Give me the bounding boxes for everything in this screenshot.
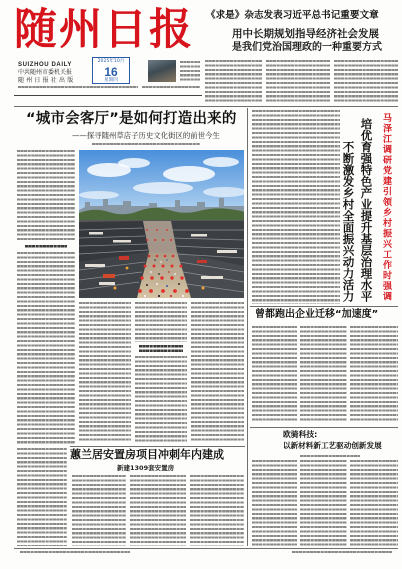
footer-info bbox=[292, 551, 392, 554]
street-aerial-photo bbox=[79, 150, 244, 298]
tech-story-byline bbox=[300, 455, 360, 458]
top-story-subheadline: 是我们党治国理政的一种重要方式 bbox=[232, 42, 382, 53]
lead-story-subhead bbox=[25, 245, 67, 248]
tech-story-body-text bbox=[350, 460, 398, 546]
tech-story-headline: 欧骑科技: bbox=[283, 430, 318, 439]
masthead-info-text bbox=[180, 61, 200, 82]
lead-story-headline: “城市会客厅”是如何打造出来的 bbox=[26, 111, 237, 127]
lead-story-body-text bbox=[191, 302, 244, 443]
lead-story-body-text bbox=[79, 302, 131, 443]
masthead-publisher-line: 随州日报社出版 bbox=[18, 77, 76, 84]
housing-story-body-text bbox=[130, 475, 186, 546]
section-divider bbox=[14, 106, 398, 107]
rural-story-body-text bbox=[252, 110, 340, 304]
rural-story-headline: 不断激发乡村全面振兴动力活力 bbox=[341, 141, 356, 302]
top-story-body-text bbox=[334, 60, 398, 104]
lead-story-body-text bbox=[17, 448, 67, 546]
masthead-rule bbox=[14, 95, 202, 96]
masthead-publisher-line: 中共随州市委机关报 bbox=[18, 69, 73, 76]
housing-story-body-text bbox=[190, 475, 244, 546]
enterprise-story-body-text bbox=[252, 326, 297, 423]
masthead-image bbox=[148, 60, 176, 82]
column-divider bbox=[247, 108, 248, 546]
enterprise-story-body-text bbox=[350, 326, 398, 423]
top-story-body-text bbox=[205, 60, 262, 104]
masthead-info-line bbox=[142, 86, 200, 89]
lead-story-body-text bbox=[17, 252, 75, 444]
lead-story-body-text bbox=[135, 302, 187, 342]
top-story-headline: 《求是》杂志发表习近平总书记重要文章 bbox=[206, 10, 379, 21]
tech-story-body-text bbox=[300, 460, 347, 546]
section-divider bbox=[70, 446, 245, 447]
issue-year-month: 2025年10月 bbox=[97, 59, 125, 64]
lead-story-subhead bbox=[139, 345, 183, 352]
lead-story-byline bbox=[92, 143, 200, 146]
housing-story-subtitle: 新建1309套安置房 bbox=[117, 464, 175, 472]
issue-weekday: 星期四 bbox=[104, 77, 118, 83]
housing-story-headline: 蕙兰居安置房项目冲刺年内建成 bbox=[70, 448, 224, 461]
housing-story-body-text bbox=[72, 475, 126, 546]
section-divider bbox=[250, 427, 398, 428]
issue-day: 16 bbox=[104, 64, 118, 79]
lead-story-body-text bbox=[17, 150, 75, 242]
masthead-logo: 随州日报 bbox=[14, 5, 194, 55]
rural-story-kicker: 马泽江调研党建引领乡村振兴工作时强调 bbox=[381, 113, 391, 302]
masthead-info-line bbox=[18, 86, 138, 89]
tech-story-body-text bbox=[252, 460, 297, 546]
enterprise-story-headline: 曾都跑出企业迁移“加速度” bbox=[255, 309, 379, 320]
issue-date-box bbox=[92, 57, 130, 84]
lead-story-body-text bbox=[135, 356, 187, 443]
enterprise-story-body-text bbox=[300, 326, 347, 423]
rural-story-headline: 培优育强特色产业提升基层治理水平 bbox=[359, 118, 374, 302]
section-divider bbox=[250, 306, 398, 307]
top-story-subheadline: 用中长期规划指导经济社会发展 bbox=[232, 28, 379, 40]
footer-rule bbox=[14, 548, 398, 549]
tech-story-headline: 以新材料新工艺驱动创新发展 bbox=[283, 441, 382, 450]
lead-story-subtitle: ——探寻随州草店子历史文化街区的前世今生 bbox=[72, 131, 220, 140]
masthead-english-title: SUIZHOU DAILY bbox=[18, 62, 72, 68]
top-story-body-text bbox=[266, 60, 330, 104]
footer-info bbox=[20, 551, 130, 554]
